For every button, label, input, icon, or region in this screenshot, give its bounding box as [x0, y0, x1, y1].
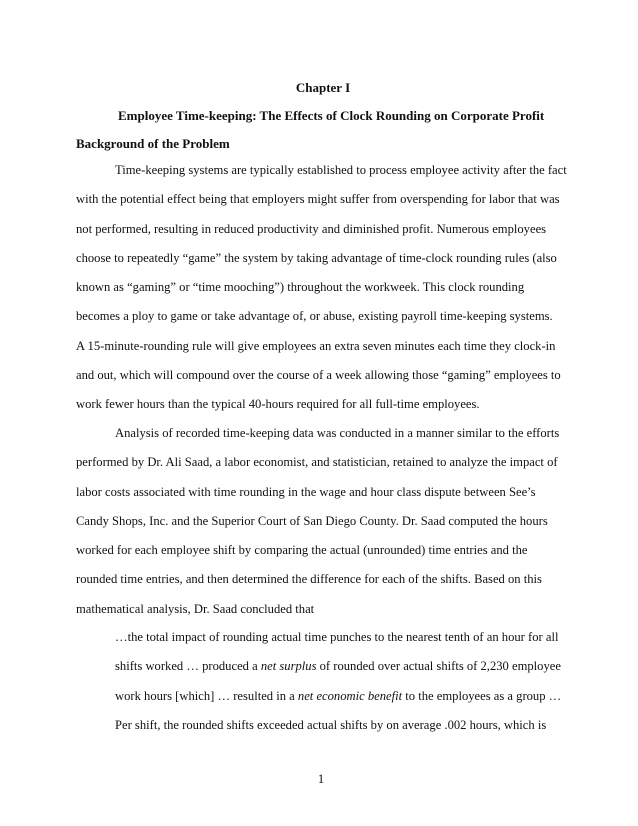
paragraph-line: performed by Dr. Ali Saad, a labor economist, and statistician, retained to analyze the impact of: [76, 455, 558, 470]
block-quote: [115, 623, 565, 740]
paragraph-line: mathematical analysis, Dr. Saad concluded that: [76, 601, 315, 616]
paragraph-line: Time-keeping systems are typically established to process employee activity after the fact: [115, 163, 567, 177]
quote-text: shifts worked … produced a: [115, 659, 261, 674]
quote-line: [115, 682, 565, 711]
paragraph-line: rounded time entries, and then determined the difference for each of the shifts. Based on this: [76, 572, 542, 587]
section-heading: Background of the Problem: [76, 136, 230, 151]
paragraph-1: [76, 156, 566, 420]
paragraph-line: worked for each employee shift by comparing the actual (unrounded) time entries and the: [76, 543, 528, 558]
quote-text: work hours [which] … resulted in a: [115, 688, 298, 703]
quote-text: to the employees as a group …: [402, 688, 562, 703]
paragraph-line: not performed, resulting in reduced productivity and diminished profit. Numerous employees: [76, 221, 547, 236]
paragraph-line: becomes a ploy to game or take advantage of, or abuse, existing payroll time-keeping systems.: [76, 309, 553, 324]
paragraph-2: [76, 419, 566, 624]
paragraph-line: A 15-minute-rounding rule will give employees an extra seven minutes each time they clock-in: [76, 338, 556, 353]
emphasis-text: net economic benefit: [297, 688, 403, 703]
paragraph-line: choose to repeatedly “game” the system by taking advantage of time-clock rounding rules (also: [76, 250, 557, 265]
paragraph-line: known as “gaming” or “time mooching”) throughout the workweek. This clock rounding: [76, 280, 525, 295]
quote-line: Per shift, the rounded shifts exceeded actual shifts by on average .002 hours, which is: [115, 717, 547, 732]
quote-line: …the total impact of rounding actual time punches to the nearest tenth of an hour for all: [115, 630, 559, 644]
paragraph-line: and out, which will compound over the course of a week allowing those “gaming” employees to: [76, 368, 561, 383]
quote-text: of rounded over actual shifts of 2,230 employee: [316, 659, 561, 674]
document-title: Employee Time-keeping: The Effects of Clock Rounding on Corporate Profit: [118, 108, 545, 123]
paragraph-line: work fewer hours than the typical 40-hours required for all full-time employees.: [76, 397, 480, 412]
emphasis-text: net surplus: [260, 659, 317, 674]
paragraph-line: Analysis of recorded time-keeping data was conducted in a manner similar to the efforts: [115, 426, 560, 440]
paragraph-line: labor costs associated with time rounding in the wage and hour class dispute between See’s: [76, 484, 536, 499]
chapter-heading: Chapter I: [295, 80, 351, 95]
quote-line: [115, 652, 565, 681]
page-number: 1: [317, 772, 325, 786]
paragraph-line: with the potential effect being that employers might suffer from overspending for labor that was: [76, 192, 560, 207]
paragraph-line: Candy Shops, Inc. and the Superior Court of San Diego County. Dr. Saad computed the hours: [76, 513, 548, 528]
